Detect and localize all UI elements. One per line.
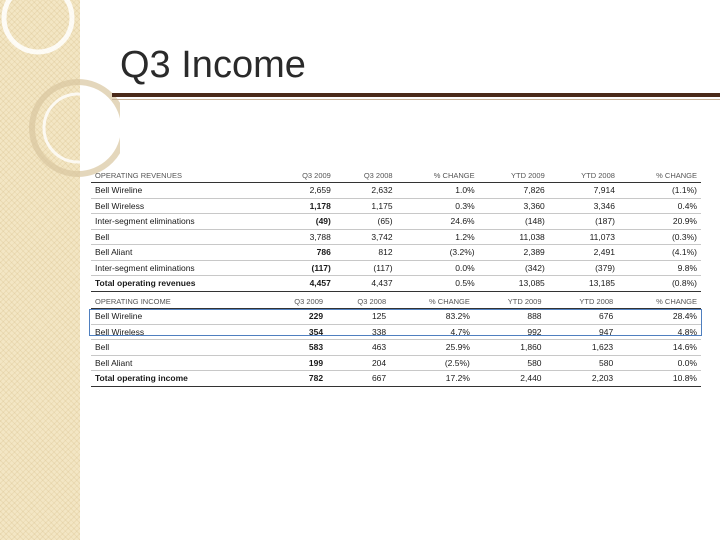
cell-value: 2,440 — [474, 371, 546, 387]
cell-value: 3,742 — [335, 229, 397, 245]
cell-value: 3,346 — [549, 198, 619, 214]
column-header: % CHANGE — [397, 168, 479, 183]
table-row-total — [91, 371, 701, 387]
cell-value: 199 — [264, 355, 327, 371]
cell-value: 11,073 — [549, 229, 619, 245]
cell-value: 1,178 — [273, 198, 335, 214]
table-row — [91, 340, 701, 356]
cell-value: 676 — [546, 309, 618, 325]
cell-value: 13,185 — [549, 276, 619, 292]
table-row — [91, 198, 701, 214]
cell-value: (187) — [549, 214, 619, 230]
cell-value: (1.1%) — [619, 183, 701, 199]
cell-value: 2,491 — [549, 245, 619, 261]
cell-value: 83.2% — [390, 309, 474, 325]
cell-value: 0.3% — [397, 198, 479, 214]
column-header: OPERATING INCOME — [91, 294, 264, 309]
cell-value: 1,175 — [335, 198, 397, 214]
row-label: Bell Wireless — [91, 324, 264, 340]
cell-value: (342) — [479, 260, 549, 276]
cell-value: 1,860 — [474, 340, 546, 356]
column-header: YTD 2009 — [474, 294, 546, 309]
row-label: Bell Wireless — [91, 198, 273, 214]
cell-value: 338 — [327, 324, 390, 340]
cell-value: (2.5%) — [390, 355, 474, 371]
cell-value: 2,389 — [479, 245, 549, 261]
cell-value: 3,788 — [273, 229, 335, 245]
column-header: % CHANGE — [390, 294, 474, 309]
cell-value: 580 — [546, 355, 618, 371]
cell-value: 13,085 — [479, 276, 549, 292]
column-header: Q3 2009 — [264, 294, 327, 309]
cell-value: (65) — [335, 214, 397, 230]
highlight-box — [89, 309, 702, 336]
cell-value: 11,038 — [479, 229, 549, 245]
cell-value: 1.0% — [397, 183, 479, 199]
table-row — [91, 245, 701, 261]
cell-value: 7,826 — [479, 183, 549, 199]
row-label: Bell — [91, 340, 264, 356]
cell-value: 0.5% — [397, 276, 479, 292]
table-row — [91, 355, 701, 371]
column-header: Q3 2008 — [335, 168, 397, 183]
cell-value: 583 — [264, 340, 327, 356]
table-row — [91, 260, 701, 276]
cell-value: (148) — [479, 214, 549, 230]
table-row — [91, 183, 701, 199]
row-label: Total operating revenues — [91, 276, 273, 292]
cell-value: (117) — [335, 260, 397, 276]
column-header: Q3 2008 — [327, 294, 390, 309]
slide-title: Q3 Income — [120, 44, 306, 86]
cell-value: 4.7% — [390, 324, 474, 340]
cell-value: 0.0% — [397, 260, 479, 276]
cell-value: 24.6% — [397, 214, 479, 230]
cell-value: 888 — [474, 309, 546, 325]
column-header: % CHANGE — [617, 294, 701, 309]
cell-value: 7,914 — [549, 183, 619, 199]
table-row — [91, 214, 701, 230]
cell-value: 4,457 — [273, 276, 335, 292]
row-label: Bell Aliant — [91, 355, 264, 371]
cell-value: (379) — [549, 260, 619, 276]
title-underline — [112, 93, 720, 97]
cell-value: (3.2%) — [397, 245, 479, 261]
title-underline-thin — [112, 99, 720, 100]
cell-value: 354 — [264, 324, 327, 340]
cell-value: 2,659 — [273, 183, 335, 199]
row-label: Bell Wireline — [91, 309, 264, 325]
column-header: YTD 2008 — [546, 294, 618, 309]
operating-income-table — [91, 294, 701, 387]
row-label: Total operating income — [91, 371, 264, 387]
cell-value: 947 — [546, 324, 618, 340]
cell-value: 812 — [335, 245, 397, 261]
cell-value: 2,632 — [335, 183, 397, 199]
cell-value: (0.3%) — [619, 229, 701, 245]
cell-value: (0.8%) — [619, 276, 701, 292]
cell-value: (49) — [273, 214, 335, 230]
column-header: OPERATING REVENUES — [91, 168, 273, 183]
cell-value: 125 — [327, 309, 390, 325]
cell-value: 25.9% — [390, 340, 474, 356]
table-row-total — [91, 276, 701, 292]
cell-value: 204 — [327, 355, 390, 371]
cell-value: 20.9% — [619, 214, 701, 230]
cell-value: 992 — [474, 324, 546, 340]
cell-value: 0.0% — [617, 355, 701, 371]
cell-value: 28.4% — [617, 309, 701, 325]
cell-value: 4.8% — [617, 324, 701, 340]
cell-value: 0.4% — [619, 198, 701, 214]
cell-value: 1,623 — [546, 340, 618, 356]
cell-value: 4,437 — [335, 276, 397, 292]
column-header: YTD 2008 — [549, 168, 619, 183]
column-header: % CHANGE — [619, 168, 701, 183]
column-header: Q3 2009 — [273, 168, 335, 183]
column-header: YTD 2009 — [479, 168, 549, 183]
operating-revenues-table — [91, 168, 701, 292]
cell-value: 782 — [264, 371, 327, 387]
cell-value: 229 — [264, 309, 327, 325]
cell-value: 786 — [273, 245, 335, 261]
table-row — [91, 229, 701, 245]
row-label: Inter-segment eliminations — [91, 214, 273, 230]
cell-value: 3,360 — [479, 198, 549, 214]
cell-value: 9.8% — [619, 260, 701, 276]
cell-value: (4.1%) — [619, 245, 701, 261]
cell-value: 667 — [327, 371, 390, 387]
cell-value: 2,203 — [546, 371, 618, 387]
cell-value: 463 — [327, 340, 390, 356]
row-label: Bell Aliant — [91, 245, 273, 261]
row-label: Bell — [91, 229, 273, 245]
cell-value: (117) — [273, 260, 335, 276]
cell-value: 580 — [474, 355, 546, 371]
row-label: Inter-segment eliminations — [91, 260, 273, 276]
cell-value: 1.2% — [397, 229, 479, 245]
cell-value: 10.8% — [617, 371, 701, 387]
row-label: Bell Wireline — [91, 183, 273, 199]
cell-value: 17.2% — [390, 371, 474, 387]
cell-value: 14.6% — [617, 340, 701, 356]
